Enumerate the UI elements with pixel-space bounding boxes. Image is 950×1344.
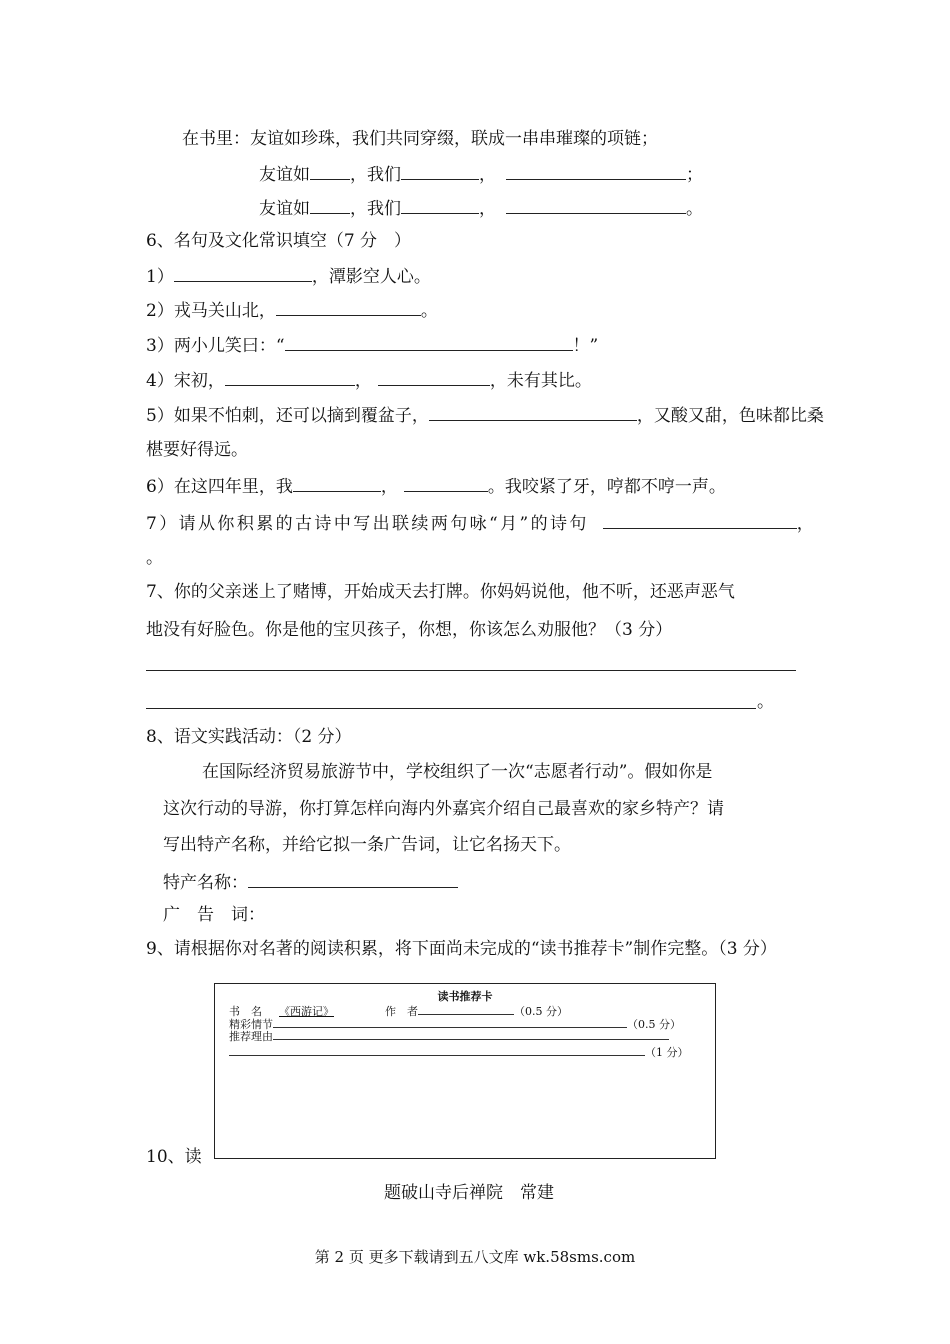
plot-blank[interactable] bbox=[273, 1018, 627, 1028]
q7-answer-line-1[interactable] bbox=[146, 670, 796, 671]
q8-name-label: 特产名称： bbox=[163, 873, 248, 893]
q6-i2-b: 。 bbox=[420, 301, 438, 321]
q6-item-3 bbox=[146, 334, 598, 356]
q6-i6-c: 。我咬紧了牙，哼都不哼一声。 bbox=[487, 477, 726, 497]
answer-blank[interactable] bbox=[506, 163, 686, 180]
reason-blank-2[interactable] bbox=[229, 1046, 645, 1056]
q6-i1-b: ，潭影空人心。 bbox=[311, 267, 431, 287]
q6-i1-a: 1） bbox=[146, 267, 174, 287]
q7-line-2: 地没有好脸色。你是他的宝贝孩子，你想，你该怎么劝服他？（3 分） bbox=[146, 620, 673, 640]
q6-i6-b: ， bbox=[380, 477, 398, 497]
answer-blank[interactable] bbox=[293, 475, 381, 492]
answer-blank[interactable] bbox=[310, 163, 350, 180]
q8-para-2: 这次行动的导游，你打算怎样向海内外嘉宾介绍自己最喜欢的家乡特产？请 bbox=[163, 799, 724, 819]
reason-blank[interactable] bbox=[273, 1030, 669, 1040]
book-label: 书 名 bbox=[229, 1005, 262, 1018]
card-title: 读书推荐卡 bbox=[437, 990, 493, 1003]
q5-example: 在书里：友谊如珍珠，我们共同穿缀，联成一串串璀璨的项链； bbox=[182, 129, 658, 149]
q7-answer-line-2[interactable] bbox=[146, 708, 756, 709]
answer-blank[interactable] bbox=[174, 265, 312, 282]
q5-line1-end: ； bbox=[686, 165, 703, 185]
answer-blank[interactable] bbox=[276, 299, 421, 316]
answer-blank[interactable] bbox=[401, 197, 479, 214]
q8-ad-label: 广 告 词： bbox=[163, 905, 265, 925]
q6-item-4 bbox=[146, 369, 592, 391]
author-blank[interactable] bbox=[418, 1005, 514, 1015]
q10-label: 10、读 bbox=[146, 1147, 202, 1167]
q5-line1-b: ，我们 bbox=[350, 165, 401, 185]
page-footer: 第 2 页 更多下载请到五八文库 wk.58sms.com bbox=[314, 1248, 636, 1266]
q9-title: 9、请根据你对名著的阅读积累，将下面尚未完成的“读书推荐卡”制作完整。（3 分） bbox=[146, 939, 777, 959]
q6-i4-b: ， bbox=[354, 371, 372, 391]
q6-i7-b: ， bbox=[796, 514, 817, 534]
q6-item-2 bbox=[146, 299, 438, 321]
reason-score: （1 分） bbox=[645, 1046, 689, 1059]
q5-line-2 bbox=[259, 197, 703, 219]
q5-line2-b: ，我们 bbox=[350, 199, 401, 219]
reason-label: 推荐理由 bbox=[229, 1030, 273, 1043]
plot-score: （0.5 分） bbox=[627, 1018, 681, 1031]
q6-item-7-cont: 。 bbox=[146, 548, 163, 568]
q5-line-1 bbox=[259, 163, 703, 185]
q6-item-5 bbox=[146, 404, 824, 426]
q6-item-6 bbox=[146, 475, 726, 497]
author-score: （0.5 分） bbox=[514, 1005, 568, 1018]
q6-i4-c: ，未有其比。 bbox=[489, 371, 592, 391]
q5-line1-a: 友谊如 bbox=[259, 165, 310, 185]
q6-i7-a: 7）请从你积累的古诗中写出联续两句咏“月”的诗句 bbox=[146, 514, 589, 534]
reading-recommendation-card bbox=[214, 983, 716, 1159]
q8-name-row bbox=[163, 871, 458, 893]
q7-end: 。 bbox=[757, 692, 774, 712]
q8-title: 8、语文实践活动：（2 分） bbox=[146, 727, 352, 747]
answer-blank[interactable] bbox=[603, 512, 797, 529]
q6-i2-a: 2）戎马关山北， bbox=[146, 301, 276, 321]
card-reason-row bbox=[229, 1030, 669, 1043]
answer-blank[interactable] bbox=[248, 871, 458, 888]
answer-blank[interactable] bbox=[506, 197, 686, 214]
answer-blank[interactable] bbox=[429, 404, 637, 421]
q6-title: 6、名句及文化常识填空（7 分 ） bbox=[146, 231, 412, 251]
card-reason-row-2 bbox=[229, 1046, 689, 1059]
q5-line2-c: ， bbox=[479, 199, 496, 219]
q6-i3-a: 3）两小儿笑曰：“ bbox=[146, 336, 285, 356]
q5-line1-c: ， bbox=[479, 165, 496, 185]
answer-blank[interactable] bbox=[401, 163, 479, 180]
book-value: 《西游记》 bbox=[279, 1005, 334, 1018]
answer-blank[interactable] bbox=[225, 369, 355, 386]
q8-para-1: 在国际经济贸易旅游节中，学校组织了一次“志愿者行动”。假如你是 bbox=[202, 762, 713, 782]
q6-item-5-cont: 椹要好得远。 bbox=[146, 440, 248, 460]
card-book-row bbox=[229, 1005, 568, 1018]
q5-line2-end: 。 bbox=[686, 199, 703, 219]
answer-blank[interactable] bbox=[310, 197, 350, 214]
q6-i4-a: 4）宋初， bbox=[146, 371, 225, 391]
q6-i3-b: ！” bbox=[572, 336, 599, 356]
q6-i6-a: 6）在这四年里，我 bbox=[146, 477, 293, 497]
answer-blank[interactable] bbox=[378, 369, 490, 386]
q6-i5-b: ，又酸又甜，色味都比桑 bbox=[636, 406, 824, 426]
q5-line2-a: 友谊如 bbox=[259, 199, 310, 219]
q8-para-3: 写出特产名称，并给它拟一条广告词，让它名扬天下。 bbox=[163, 835, 571, 855]
answer-blank[interactable] bbox=[404, 475, 488, 492]
q7-line-1: 7、你的父亲迷上了赌博，开始成天去打牌。你妈妈说他，他不听，还恶声恶气 bbox=[146, 582, 735, 602]
q6-item-1 bbox=[146, 265, 431, 287]
answer-blank[interactable] bbox=[285, 334, 573, 351]
q6-item-7 bbox=[146, 512, 816, 534]
q6-i5-a: 5）如果不怕刺，还可以摘到覆盆子， bbox=[146, 406, 429, 426]
plot-label: 精彩情节 bbox=[229, 1018, 273, 1031]
q10-poem-title: 题破山寺后禅院 常建 bbox=[384, 1183, 554, 1203]
author-label: 作 者 bbox=[385, 1005, 418, 1018]
